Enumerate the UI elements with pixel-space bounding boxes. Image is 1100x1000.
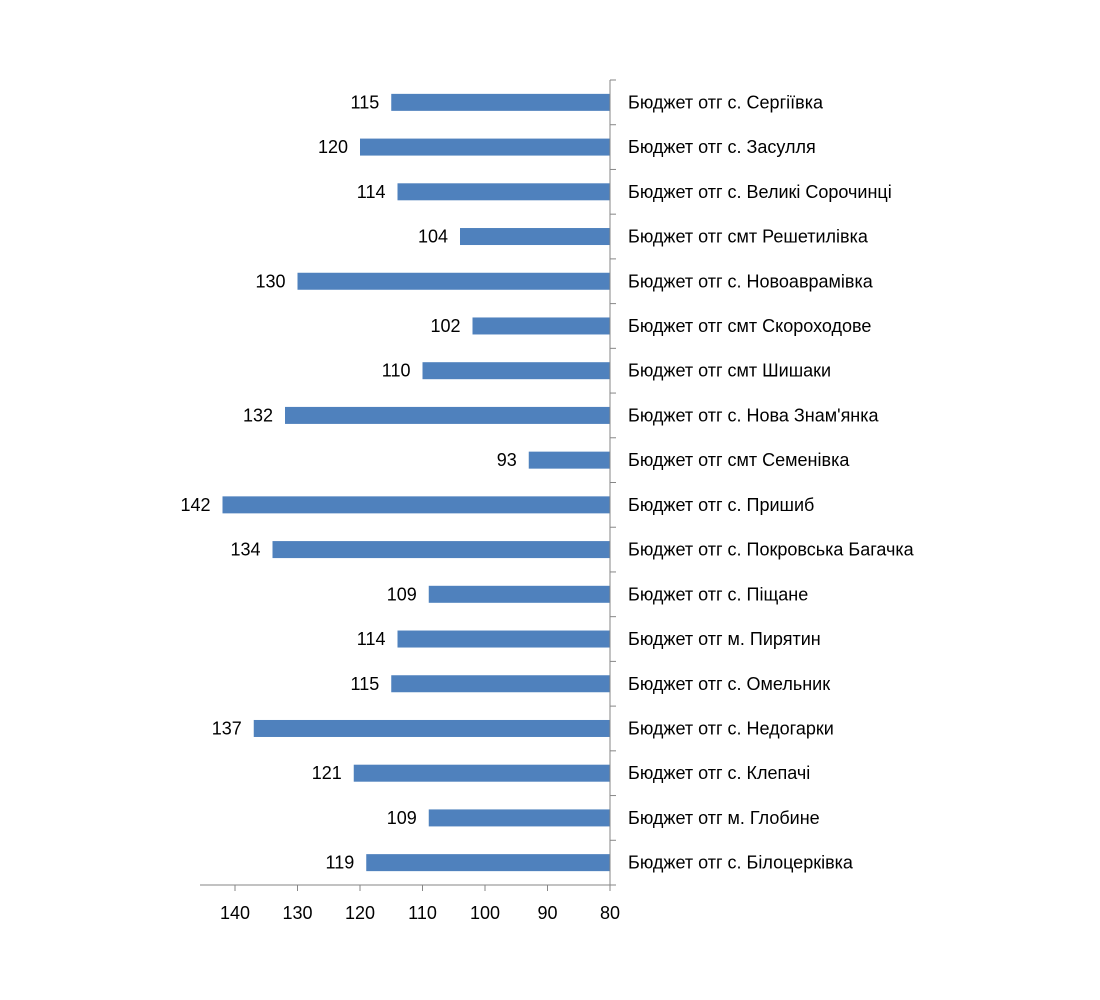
data-label-7: 132 — [242, 405, 273, 426]
category-label-12: Бюджет отг м. Пирятин — [628, 629, 821, 650]
labels-group — [180, 92, 914, 872]
bars-group — [223, 94, 611, 871]
tick-label-2: 120 — [344, 903, 376, 923]
category-label-2: Бюджет отг с. Великі Сорочинці — [628, 181, 892, 202]
bar-11 — [429, 586, 610, 603]
data-label-10: 134 — [230, 539, 261, 560]
category-label-6: Бюджет отг смт Шишаки — [628, 360, 832, 381]
data-label-14: 137 — [211, 718, 242, 739]
data-label-17: 119 — [325, 852, 355, 873]
data-label-0: 115 — [350, 92, 380, 113]
data-label-12: 114 — [356, 629, 386, 650]
bar-1 — [360, 139, 610, 156]
tick-label-0: 140 — [219, 903, 251, 923]
category-label-4: Бюджет отг с. Новоаврамівка — [628, 271, 873, 292]
bar-15 — [354, 765, 610, 782]
category-label-14: Бюджет отг с. Недогарки — [628, 718, 834, 739]
data-label-3: 104 — [417, 226, 448, 247]
category-label-3: Бюджет отг смт Решетилівка — [628, 226, 868, 247]
data-label-6: 110 — [381, 360, 411, 381]
category-label-13: Бюджет отг с. Омельник — [628, 673, 831, 694]
category-label-5: Бюджет отг смт Скороходове — [628, 315, 872, 336]
data-label-8: 93 — [496, 450, 517, 471]
tick-label-4: 100 — [469, 903, 501, 923]
bar-16 — [429, 809, 610, 826]
bar-9 — [223, 496, 611, 513]
bar-13 — [391, 675, 610, 692]
category-label-8: Бюджет отг смт Семенівка — [628, 450, 850, 471]
tick-label-1: 130 — [282, 903, 313, 923]
bar-8 — [529, 452, 610, 469]
data-label-16: 109 — [386, 807, 417, 828]
data-label-11: 109 — [386, 584, 417, 605]
category-label-7: Бюджет отг с. Нова Знам'янка — [628, 405, 879, 426]
data-label-5: 102 — [430, 315, 461, 336]
bar-7 — [285, 407, 610, 424]
category-label-1: Бюджет отг с. Засулля — [628, 137, 816, 158]
bar-5 — [473, 317, 611, 334]
category-label-9: Бюджет отг с. Пришиб — [628, 494, 815, 515]
bar-10 — [273, 541, 611, 558]
category-label-17: Бюджет отг с. Білоцерківка — [628, 852, 853, 873]
data-label-13: 115 — [350, 673, 380, 694]
bar-6 — [423, 362, 611, 379]
data-label-1: 120 — [317, 137, 348, 158]
bar-0 — [391, 94, 610, 111]
bar-3 — [460, 228, 610, 245]
category-label-15: Бюджет отг с. Клепачі — [628, 763, 811, 784]
bar-12 — [398, 631, 611, 648]
tick-label-3: 110 — [408, 903, 437, 923]
category-label-11: Бюджет отг с. Піщане — [628, 584, 809, 605]
category-label-16: Бюджет отг м. Глобине — [628, 807, 820, 828]
bar-2 — [398, 183, 611, 200]
data-label-9: 142 — [180, 494, 211, 515]
bar-17 — [366, 854, 610, 871]
data-label-4: 130 — [255, 271, 286, 292]
category-label-10: Бюджет отг с. Покровська Багачка — [628, 539, 914, 560]
bar-14 — [254, 720, 610, 737]
tick-label-5: 90 — [537, 903, 558, 923]
bar-4 — [298, 273, 611, 290]
category-label-0: Бюджет отг с. Сергіївка — [628, 92, 823, 113]
tick-label-6: 80 — [599, 903, 621, 923]
data-label-2: 114 — [356, 181, 386, 202]
data-label-15: 121 — [311, 763, 342, 784]
